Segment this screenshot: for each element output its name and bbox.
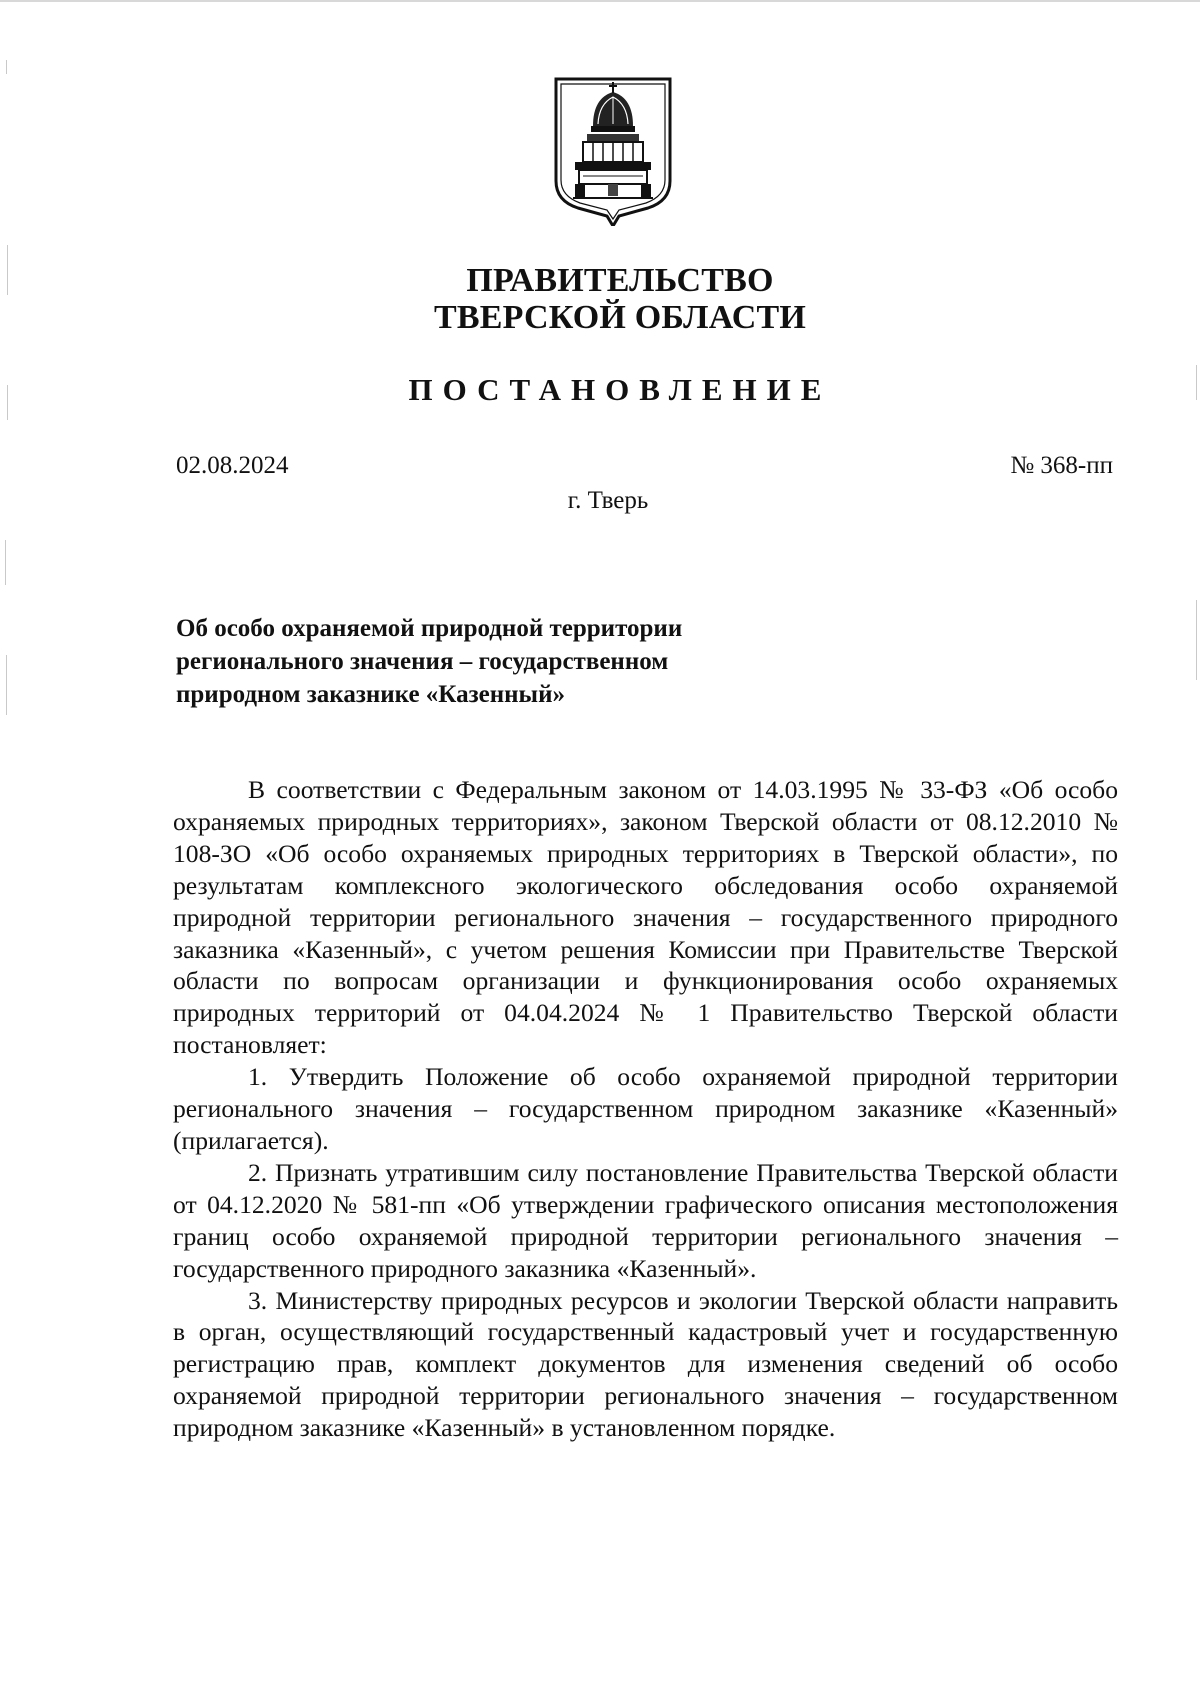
subject-line: регионального значения – государственном	[176, 648, 669, 675]
subject-line: Об особо охраняемой природной территории	[176, 615, 683, 642]
document-type-heading: ПОСТАНОВЛЕНИЕ	[408, 372, 832, 407]
document-subject	[176, 612, 796, 711]
scan-edge	[0, 0, 1200, 2]
resolution-item-3: 3. Министерству природных ресурсов и экологии Тверской области направить в орган, осуществляющий государственный кадастровый учет и государственную регистрацию прав, комплект документов для изменения сведений об особо охраняемой природной территории регионального значения – государственном природном заказнике «Казенный» в установленном порядке.	[173, 1285, 1118, 1443]
subject-line: природном заказнике «Казенный»	[176, 681, 565, 708]
document-body	[173, 774, 1118, 1444]
resolution-item-1: 1. Утвердить Положение об особо охраняемой природной территории регионального значения – государственном природном заказнике «Казенный» (прилагается).	[173, 1062, 1118, 1155]
scan-mark	[5, 540, 6, 585]
document-number: № 368-пп	[1010, 452, 1113, 479]
resolution-item-2: 2. Признать утратившим силу постановление Правительства Тверской области от 04.12.2020 № 581-пп «Об утверждении графического описания местоположения границ особо охраняемой природной территории регионального значения – государственного природного заказника «Казенный».	[173, 1157, 1118, 1283]
scan-mark	[6, 655, 7, 715]
document-date: 02.08.2024	[176, 452, 289, 479]
scan-mark	[1196, 600, 1197, 680]
document-city: г. Тверь	[567, 487, 649, 514]
coat-of-arms-emblem	[553, 76, 673, 226]
government-title-line1: ПРАВИТЕЛЬСТВО	[466, 262, 774, 299]
government-title-line2: ТВЕРСКОЙ ОБЛАСТИ	[433, 299, 807, 336]
scan-mark	[6, 60, 7, 74]
preamble-paragraph: В соответствии с Федеральным законом от 14.03.1995 № 33-ФЗ «Об особо охраняемых природных территориях», законом Тверской области от 08.12.2010 № 108-ЗО «Об особо охраняемых природных территориях в Тверской области», по результатам комплексного экологического обследования особо охраняемой природной территории регионального значения – государственного природного заказника «Казенный», с учетом решения Комиссии при Правительстве Тверской области по вопросам организации и функционирования особо охраняемых природных территорий от 04.04.2024 № 1 Правительство Тверской области постановляет:	[173, 775, 1118, 1060]
